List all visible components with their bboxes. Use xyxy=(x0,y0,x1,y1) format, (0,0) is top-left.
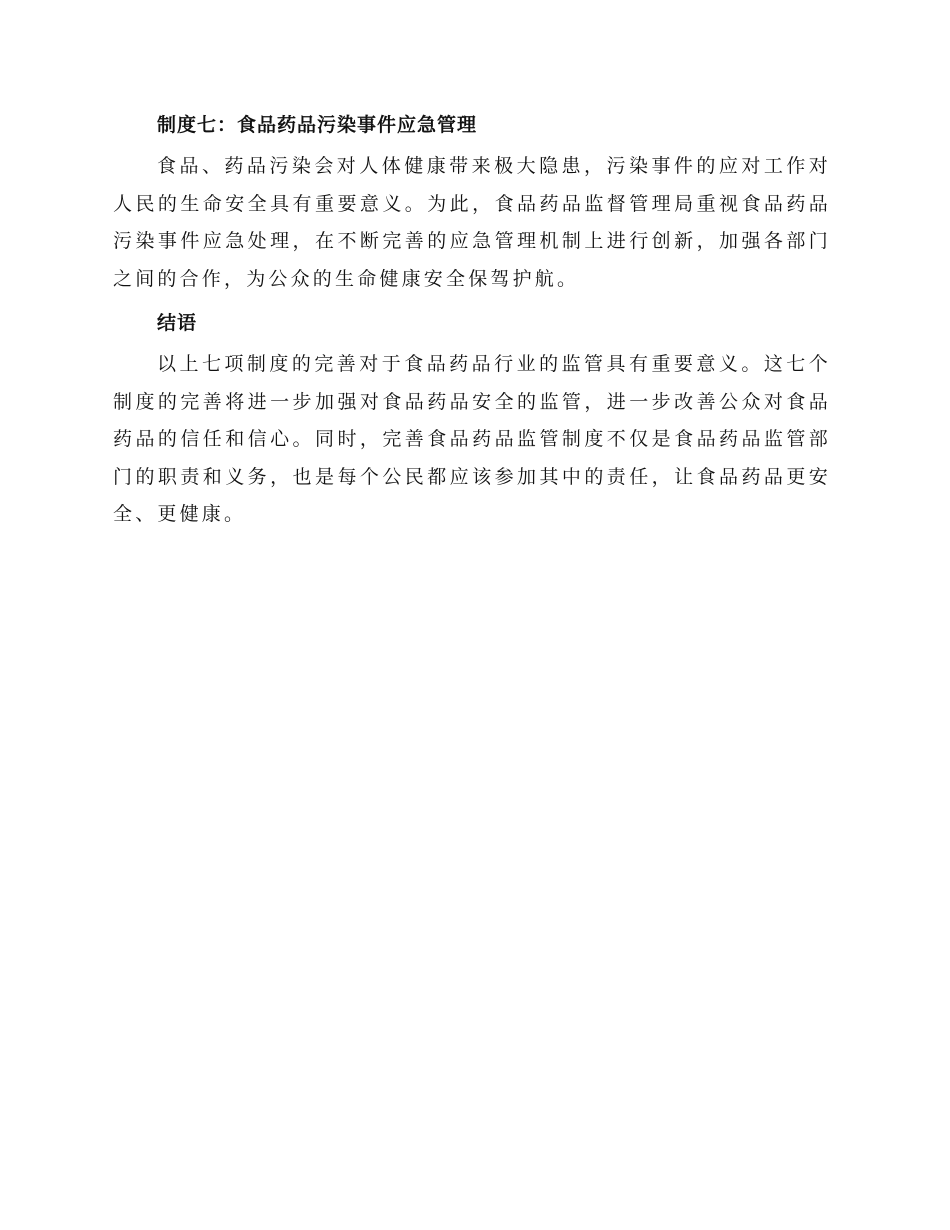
section-paragraph-system-seven: 食品、药品污染会对人体健康带来极大隐患，污染事件的应对工作对人民的生命安全具有重要意义。为此，食品药品监督管理局重视食品药品污染事件应急处理，在不断完善的应急管理机制上进行创新，加强各部门之间的合作，为公众的生命健康安全保驾护航。 xyxy=(113,155,831,290)
section-paragraph-conclusion: 以上七项制度的完善对于食品药品行业的监管具有重要意义。这七个制度的完善将进一步加强对食品药品安全的监管，进一步改善公众对食品药品的信任和信心。同时，完善食品药品监管制度不仅是食品药品监管部门的职责和义务，也是每个公民都应该参加其中的责任，让食品药品更安全、更健康。 xyxy=(113,353,831,525)
section-heading-conclusion: 结语 xyxy=(157,312,198,334)
document-body xyxy=(113,106,831,540)
section-heading-system-seven: 制度七：食品药品污染事件应急管理 xyxy=(157,114,478,136)
